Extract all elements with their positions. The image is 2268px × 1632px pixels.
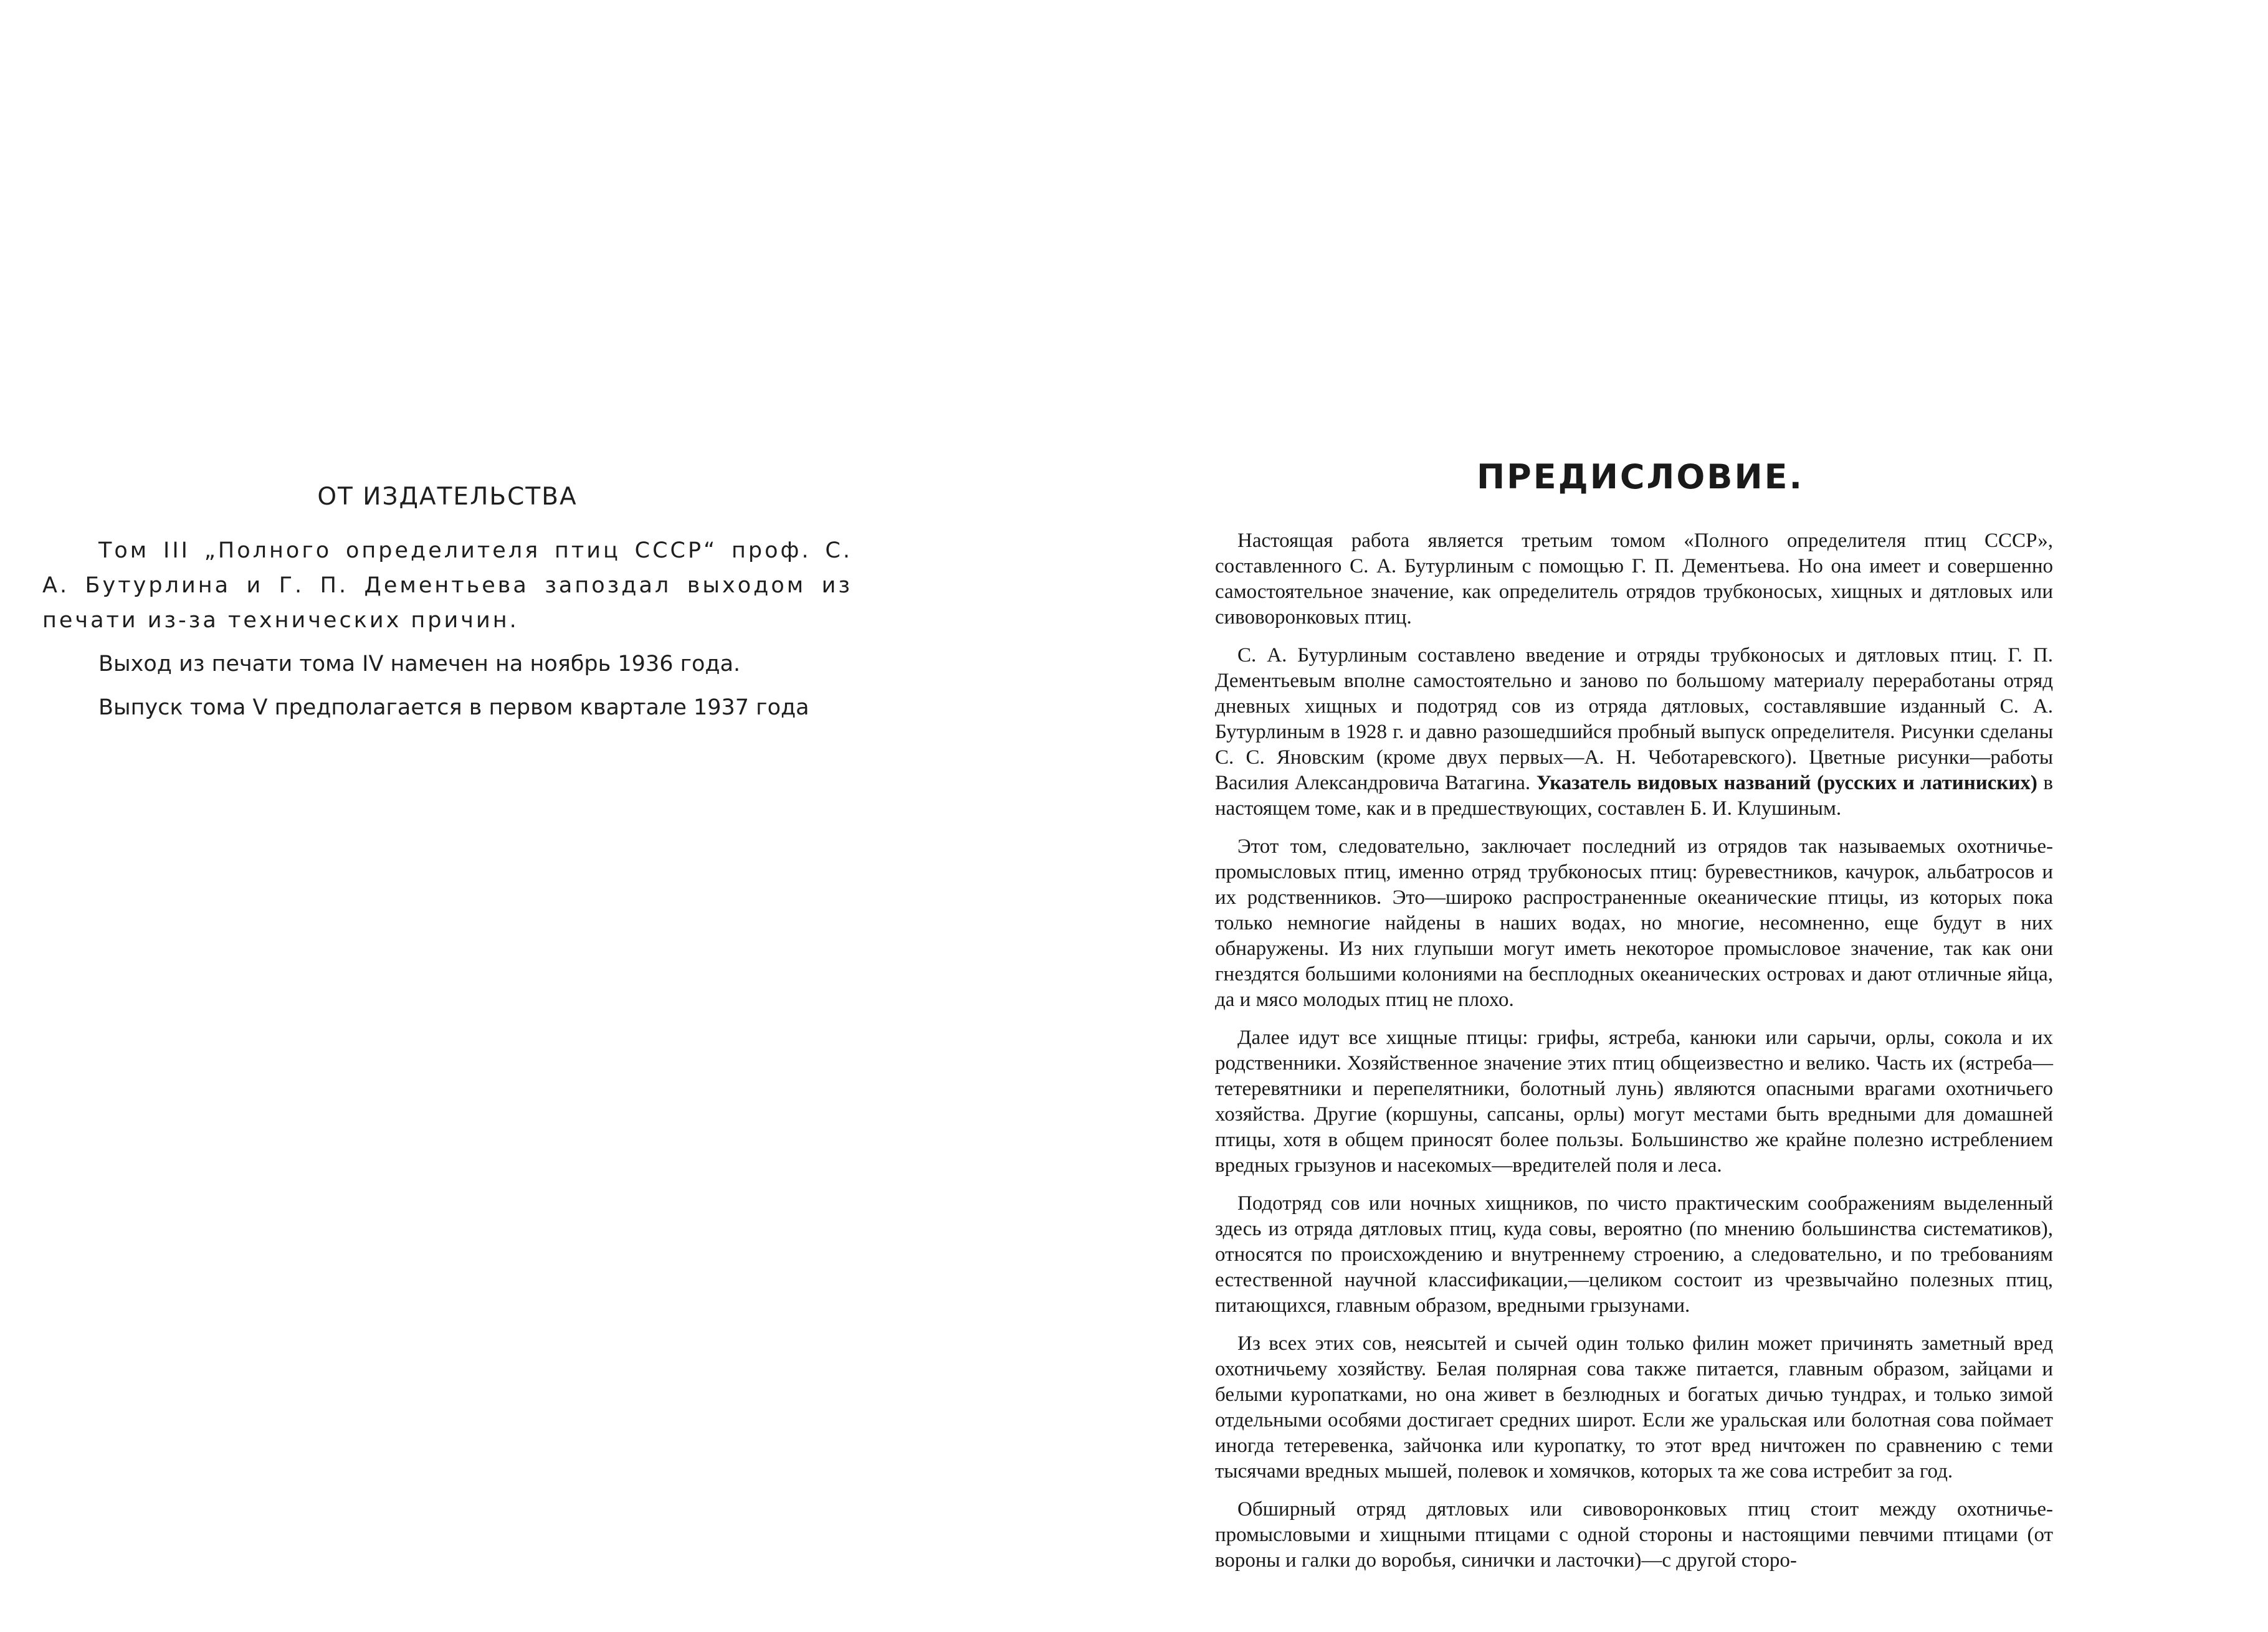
preface-paragraph xyxy=(1215,643,2053,822)
right-page xyxy=(1134,0,2268,1632)
publisher-note xyxy=(42,480,852,734)
publisher-note-paragraph: Том III „Полного определителя птиц СССР“ проф. С. А. Бутурлина и Г. П. Дементьева запоздал выходом из печати из-за технических причин. xyxy=(42,538,852,633)
publisher-note-paragraph: Выпуск тома V предполагается в первом квартале 1937 года xyxy=(98,695,809,720)
publisher-note-paragraph: Выход из печати тома IV намечен на ноябрь 1936 года. xyxy=(98,652,741,676)
preface-paragraph: Настоящая работа является третьим томом «Полного определителя птиц СССР», составленного С. А. Бутурлиным с помощью Г. П. Дементьева. Но она имеет и совершенно самостоятельное значение, как определитель отрядов трубконосых, хищных и дятловых или сивоворонковых птиц. xyxy=(1215,529,2053,629)
preface xyxy=(1215,457,2054,1586)
index-note-text: в настоящем томе, как и в предшествующих, составлен Б. И. Клушиным. xyxy=(1215,772,2054,820)
preface-paragraph: Далее идут все хищные птицы: грифы, ястреба, канюки или сарычи, орлы, сокола и их родственники. Хозяйственное значение этих птиц общеизвестно и велико. Часть их (ястреба—тетеревятники и перепелятники, болотный лунь) являются опасными врагами охотничьего хозяйства. Другие (коршуны, сапсаны, орлы) могут местами быть вредными для домашней птицы, хотя в общем приносят более пользы. Большинство же крайне полезно истреблением вредных грызунов и насекомых—вредителей поля и леса. xyxy=(1215,1027,2053,1177)
preface-title: ПРЕДИСЛОВИЕ. xyxy=(1476,457,1804,496)
preface-paragraph-text: С. А. Бутурлиным составлено введение и отряды трубконосых и дятловых птиц. Г. П. Дементьевым вполне самостоятельно и заново по большому материалу переработаны отряд дневных хищных и подотряд сов из отряда дятловых, составлявшие изданный С. А. Бутурлиным в 1928 г. и давно разошедшийся пробный выпуск определителя. Рисунки сделаны С. С. Яновским (кроме двух первых—А. Н. Чеботаревского). Цветные рисунки—работы Василия Александровича Ватагина. xyxy=(1215,644,2053,794)
preface-paragraph: Подотряд сов или ночных хищников, по чисто практическим соображениям выделенный здесь из отряда дятловых птиц, куда совы, вероятно (по мнению большинства систематиков), относятся по происхождению и внутреннему строению, а следовательно, и по требованиям естественной научной классификации,—целиком состоит из чрезвычайно полезных птиц, питающихся, главным образом, вредными грызунами. xyxy=(1215,1192,2053,1317)
preface-paragraph: Из всех этих сов, неясытей и сычей один только филин может причинять заметный вред охотничьему хозяйству. Белая полярная сова также питается, главным образом, зайцами и белыми куропатками, но она живет в безлюдных и богатых дичью тундрах, и только зимой отдельными особями достигает средних широт. Если же уральская или болотная сова поймает иногда тетеревенка, зайчонка или куропатку, то этот вред ничтожен по сравнению с теми тысячами вредных мышей, полевок и хомячков, которых та же сова истребит за год. xyxy=(1215,1332,2053,1483)
preface-paragraph: Обширный отряд дятловых или сивоворонковых птиц стоит между охотничье-промысловыми и хищными птицами с одной стороны и настоящими певчими птицами (от вороны и галки до воробья, синички и ласточки)—с другой сторо- xyxy=(1215,1498,2053,1572)
index-note-bold: Указатель видовых названий (русских и латиниских) xyxy=(1536,772,2037,794)
preface-paragraph: Этот том, следовательно, заключает последний из отрядов так называемых охотничье-промысловых птиц, именно отряд трубконосых птиц: буревестников, качурок, альбатросов и их родственников. Это—широко распространенные океанические птицы, из которых пока только немногие найдены в наших водах, но многие, несомненно, еще будут в них обнаружены. Из них глупыши могут иметь некоторое промысловое значение, так как они гнездятся большими колониями на бесплодных океанических островах и дают отличные яйца, да и мясо молодых птиц не плохо. xyxy=(1215,835,2053,1011)
publisher-note-title: ОТ ИЗДАТЕЛЬСТВА xyxy=(317,483,578,511)
